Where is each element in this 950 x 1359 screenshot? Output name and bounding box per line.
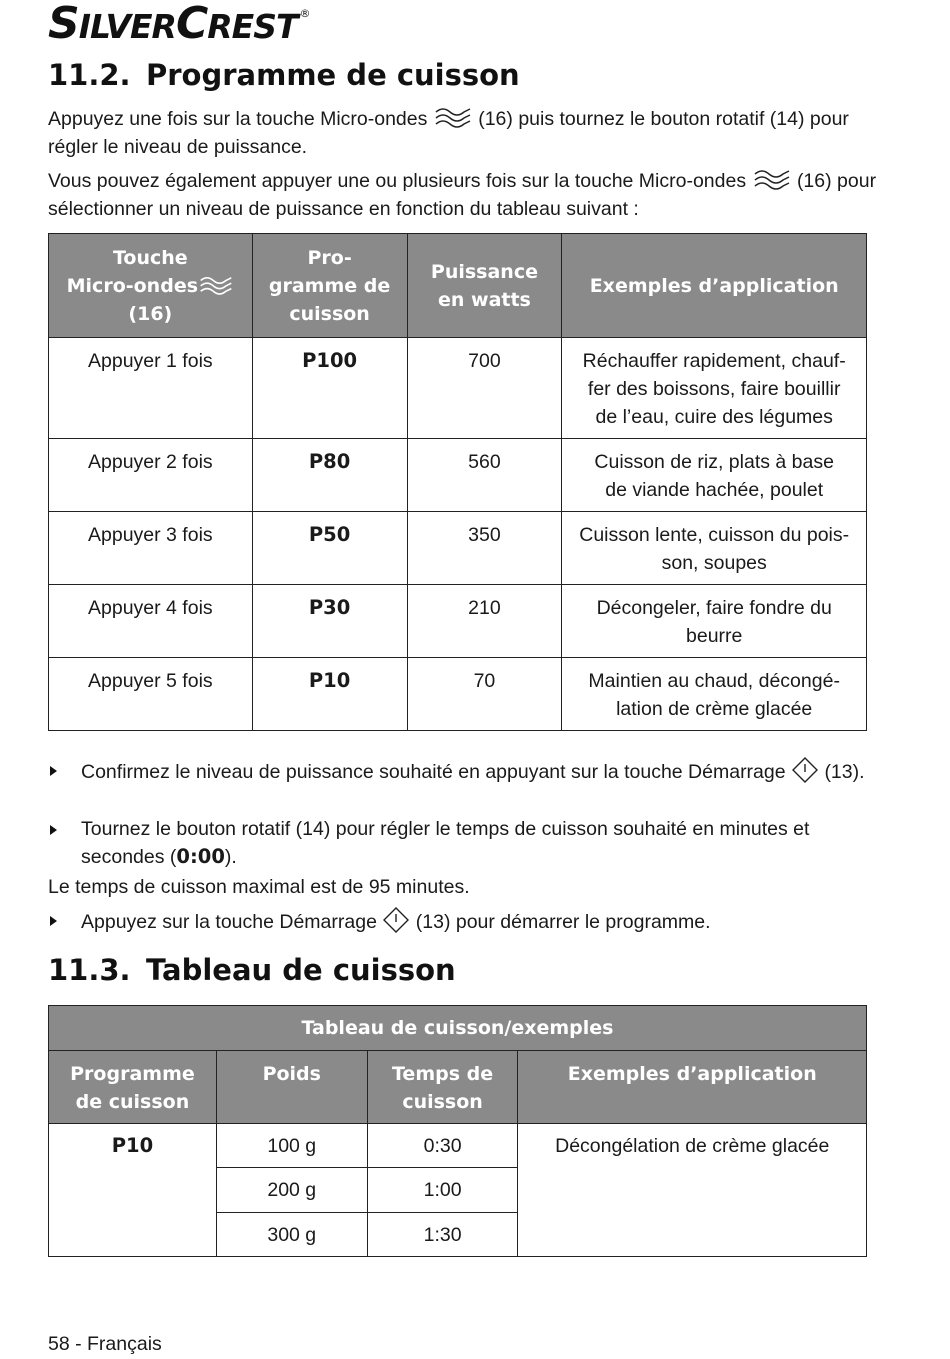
header-temps: Temps de cuisson <box>367 1051 518 1124</box>
instruction-confirm: Confirmez le niveau de puissance souhaité en appuyant sur la touche Démarrage (13). <box>48 756 878 786</box>
microwave-waves-icon <box>433 105 473 129</box>
instruction-start: Appuyez sur la touche Démarrage (13) pour démarrer le programme. <box>48 906 878 936</box>
section-number: 11.2. <box>48 58 131 92</box>
brand-logo: SILVERCREST ® <box>48 0 310 49</box>
start-diamond-icon <box>791 756 819 784</box>
table-header-row <box>49 234 867 338</box>
microwave-waves-icon <box>198 274 234 296</box>
table-row: Appuyer 5 fois P10 70 Maintien au chaud, décongé- lation de crème glacée <box>49 658 867 731</box>
section-heading-11-3 <box>48 953 456 987</box>
bullet-arrow-icon <box>50 825 57 835</box>
table-row: Appuyer 3 fois P50 350 Cuisson lente, cuisson du pois- son, soupes <box>49 512 867 585</box>
max-time-note: Le temps de cuisson maximal est de 95 minutes. <box>48 876 470 898</box>
page-footer: 58 - Français <box>48 1333 162 1355</box>
table-row: Appuyer 2 fois P80 560 Cuisson de riz, plats à base de viande hachée, poulet <box>49 439 867 512</box>
table-title-row <box>49 1006 867 1051</box>
header-exemples: Exemples d’application <box>562 234 867 338</box>
header-touche: Touche Micro-ondes (16) <box>49 234 253 338</box>
example-cell: Décongélation de crème glacée <box>518 1124 867 1257</box>
header-poids: Poids <box>216 1051 367 1124</box>
table-header-row <box>49 1051 867 1124</box>
section-title: Programme de cuisson <box>146 58 520 92</box>
header-programme: Pro- gramme de cuisson <box>252 234 407 338</box>
power-level-table <box>48 233 867 731</box>
program-cell: P10 <box>49 1124 217 1257</box>
bullet-arrow-icon <box>50 766 57 776</box>
header-exemples: Exemples d’application <box>518 1051 867 1124</box>
header-programme: Programme de cuisson <box>49 1051 217 1124</box>
intro-paragraph-2: Vous pouvez également appuyer une ou plusieurs fois sur la touche Micro-ondes (16) pour sélectionner un niveau de puissance en fonction du tableau suivant : <box>48 167 878 223</box>
table-row: Appuyer 1 fois P100 700 Réchauffer rapidement, chauf- fer des boissons, faire bouillir de l’eau, cuire des légumes <box>49 338 867 439</box>
instruction-set-time: Tournez le bouton rotatif (14) pour régler le temps de cuisson souhaité en minutes et secondes (0:00). <box>48 815 878 871</box>
table-row: Appuyer 4 fois P30 210 Décongeler, faire fondre du beurre <box>49 585 867 658</box>
table-row: P10 100 g 0:30 Décongélation de crème glacée <box>49 1124 867 1168</box>
intro-paragraph-1: Appuyez une fois sur la touche Micro-ondes (16) puis tournez le bouton rotatif (14) pour régler le niveau de puissance. <box>48 105 878 161</box>
section-heading-11-2 <box>48 58 520 92</box>
microwave-waves-icon <box>752 167 792 191</box>
table-row: 200 g 1:00 <box>49 1168 867 1213</box>
start-diamond-icon <box>382 906 410 934</box>
header-puissance: Puissance en watts <box>407 234 562 338</box>
section-number: 11.3. <box>48 953 131 987</box>
cooking-table <box>48 1005 867 1257</box>
section-title: Tableau de cuisson <box>146 953 456 987</box>
cooking-table-title: Tableau de cuisson/exemples <box>49 1006 867 1051</box>
bullet-arrow-icon <box>50 916 57 926</box>
table-row: 300 g 1:30 <box>49 1213 867 1257</box>
